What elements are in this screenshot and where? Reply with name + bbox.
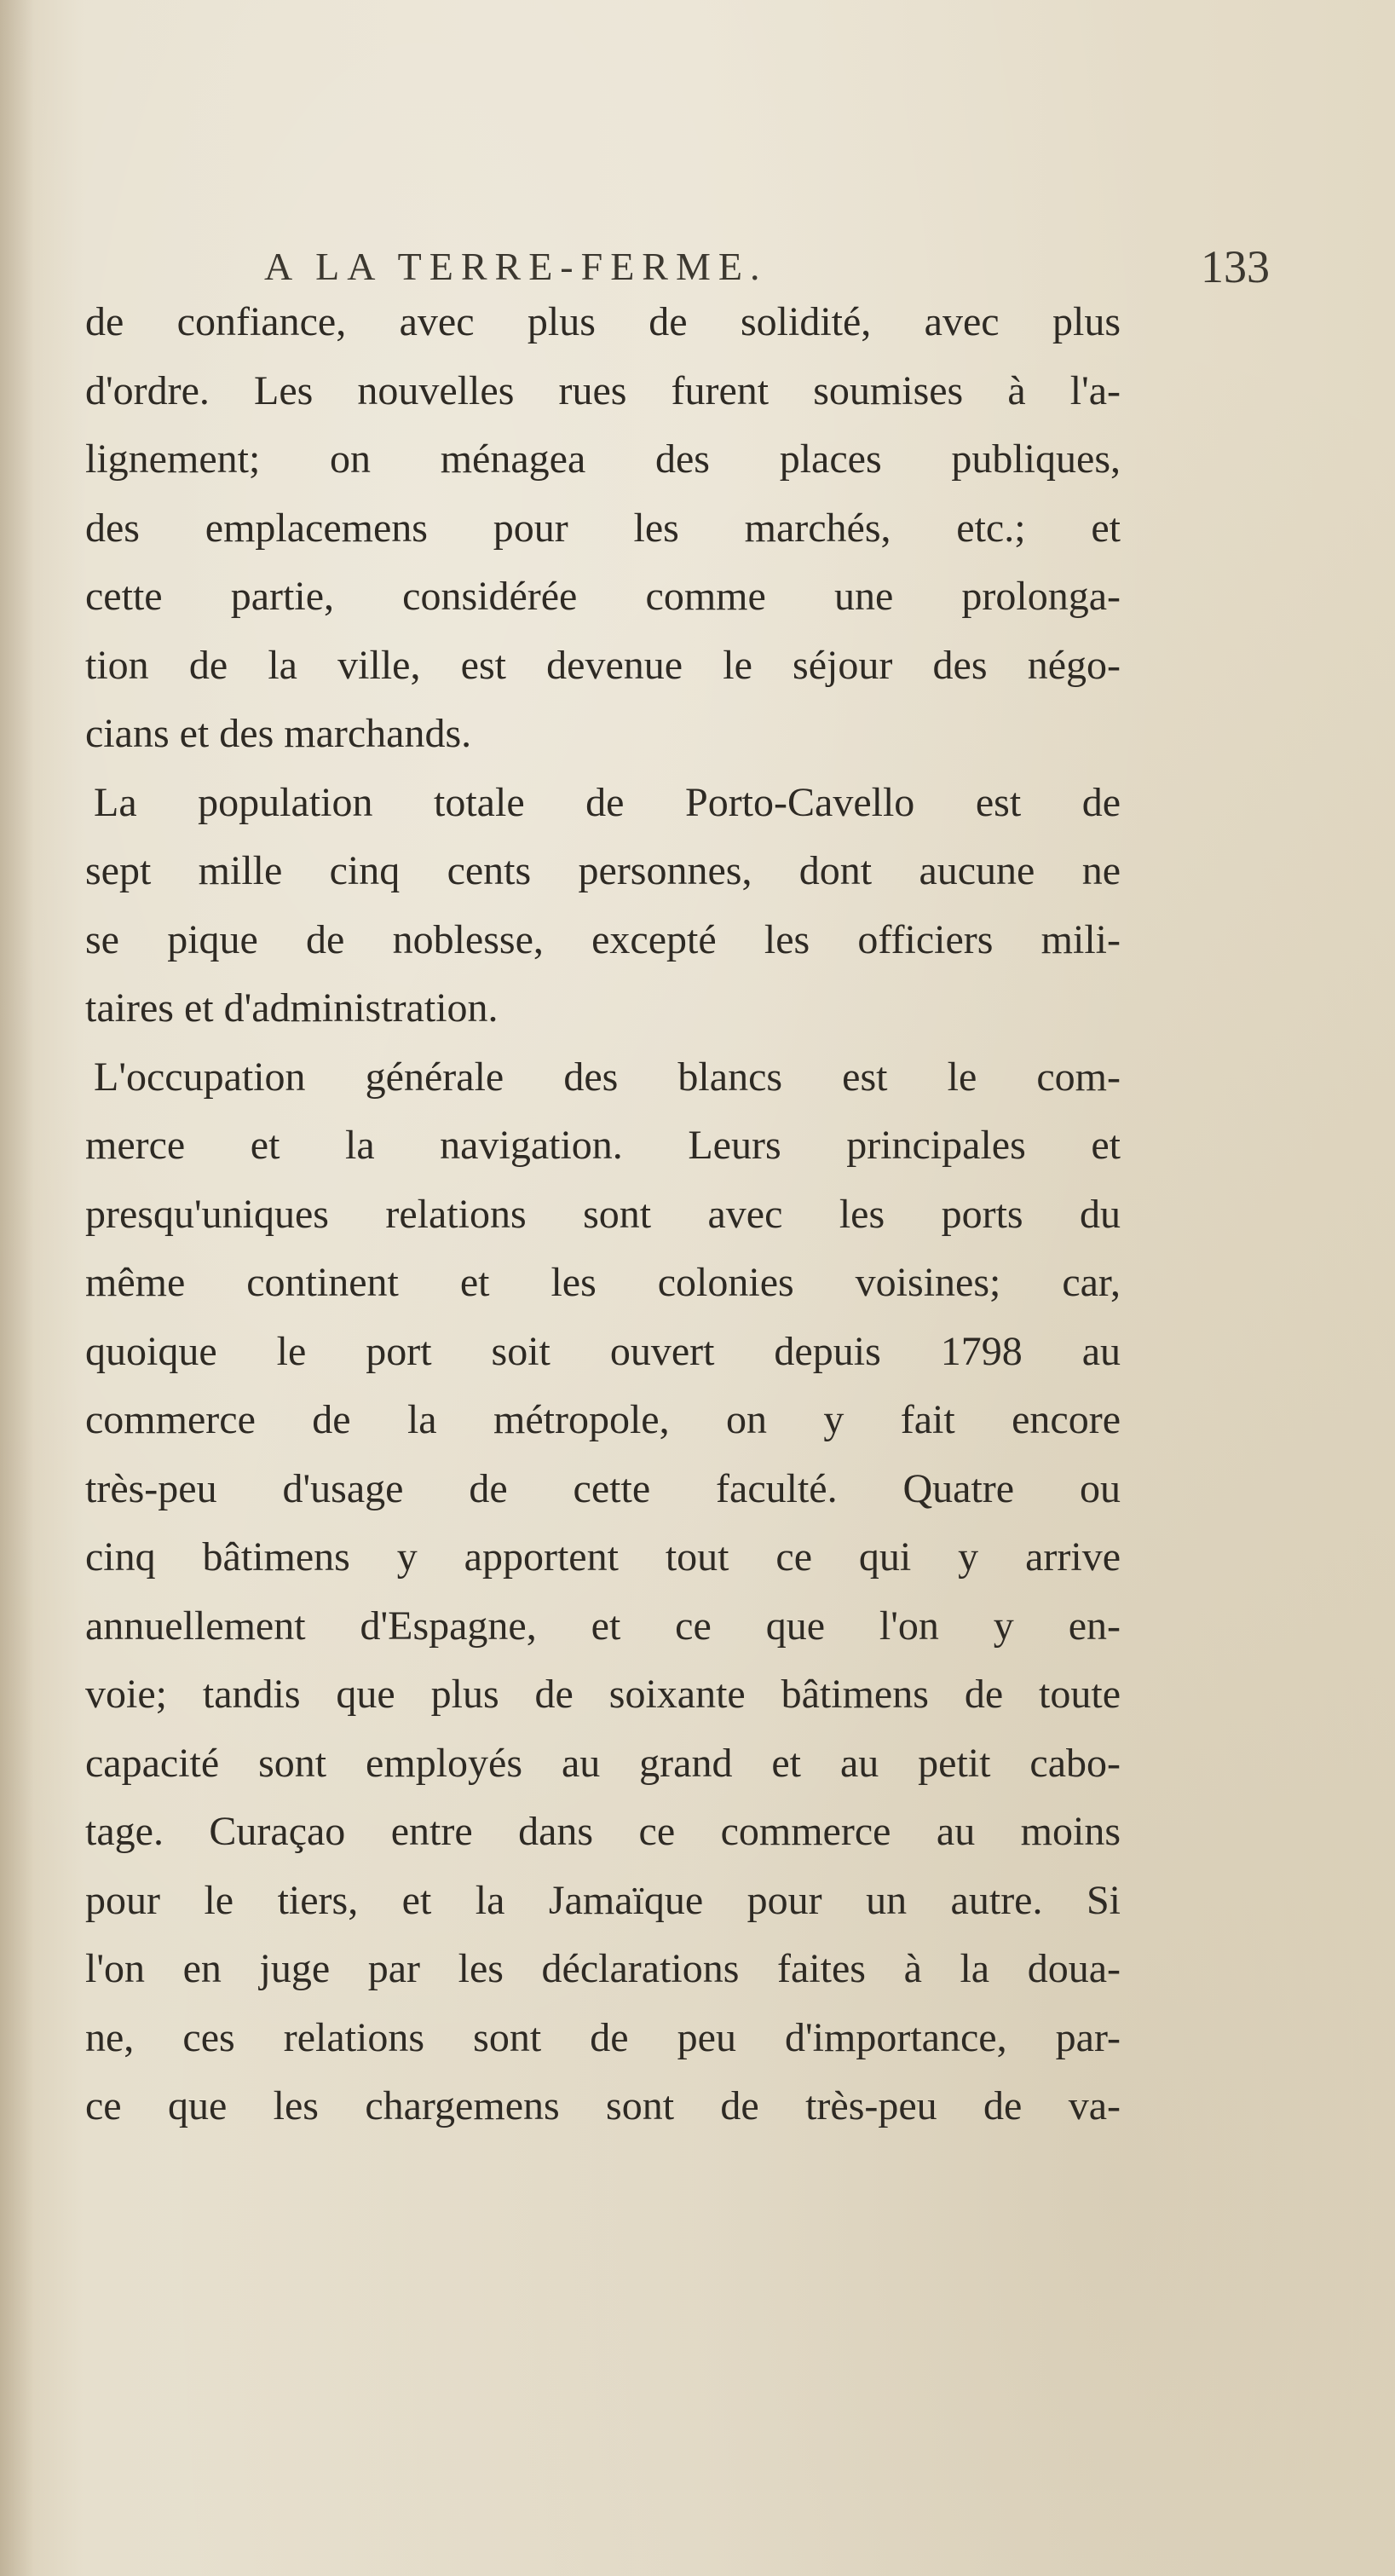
text-line: l'on en juge par les déclarations faites à la doua- xyxy=(85,1946,1121,1991)
text-line: ne, ces relations sont de peu d'importance, par- xyxy=(85,2014,1121,2060)
text-line: cinq bâtimens y apportent tout ce qui y arrive xyxy=(85,1534,1121,1580)
text-line: L'occupation générale des blancs est le com- xyxy=(94,1054,1121,1100)
text-line: même continent et les colonies voisines; car, xyxy=(85,1260,1121,1305)
text-line: quoique le port soit ouvert depuis 1798 au xyxy=(85,1328,1121,1374)
text-line: pour le tiers, et la Jamaïque pour un autre. Si xyxy=(85,1877,1121,1923)
text-line: lignement; on ménagea des places publiques, xyxy=(85,436,1121,482)
text-line: La population totale de Porto-Cavello est de xyxy=(94,779,1121,825)
running-head: A LA TERRE-FERME. xyxy=(264,245,768,288)
text-line: des emplacemens pour les marchés, etc.; et xyxy=(85,505,1121,551)
text-line: de confiance, avec plus de solidité, avec plus xyxy=(85,299,1121,344)
text-line: cette partie, considérée comme une prolonga- xyxy=(85,574,1121,619)
text-line: sept mille cinq cents personnes, dont aucune ne xyxy=(85,848,1121,893)
text-line: ce que les chargemens sont de très-peu de va- xyxy=(85,2083,1121,2128)
text-line: capacité sont employés au grand et au petit cabo- xyxy=(85,1740,1121,1786)
text-line: cians et des marchands. xyxy=(85,711,472,756)
text-line: presqu'uniques relations sont avec les ports du xyxy=(85,1191,1121,1237)
text-line: voie; tandis que plus de soixante bâtimens de toute xyxy=(85,1672,1121,1717)
text-line: merce et la navigation. Leurs principales et xyxy=(85,1123,1121,1168)
text-line: annuellement d'Espagne, et ce que l'on y en- xyxy=(85,1603,1121,1649)
text-line: d'ordre. Les nouvelles rues furent soumises à l'a- xyxy=(85,367,1121,413)
text-line: taires et d'administration. xyxy=(85,985,499,1031)
gutter-shadow xyxy=(0,0,34,2576)
text-line: se pique de noblesse, excepté les officiers mili- xyxy=(85,916,1121,962)
body-text xyxy=(85,288,1121,2141)
text-line: tion de la ville, est devenue le séjour des négo- xyxy=(85,642,1121,688)
text-line: tage. Curaçao entre dans ce commerce au moins xyxy=(85,1809,1121,1854)
text-line: très-peu d'usage de cette faculté. Quatre ou xyxy=(85,1465,1121,1511)
text-line: commerce de la métropole, on y fait encore xyxy=(85,1397,1121,1442)
page-number: 133 xyxy=(1201,241,1270,292)
